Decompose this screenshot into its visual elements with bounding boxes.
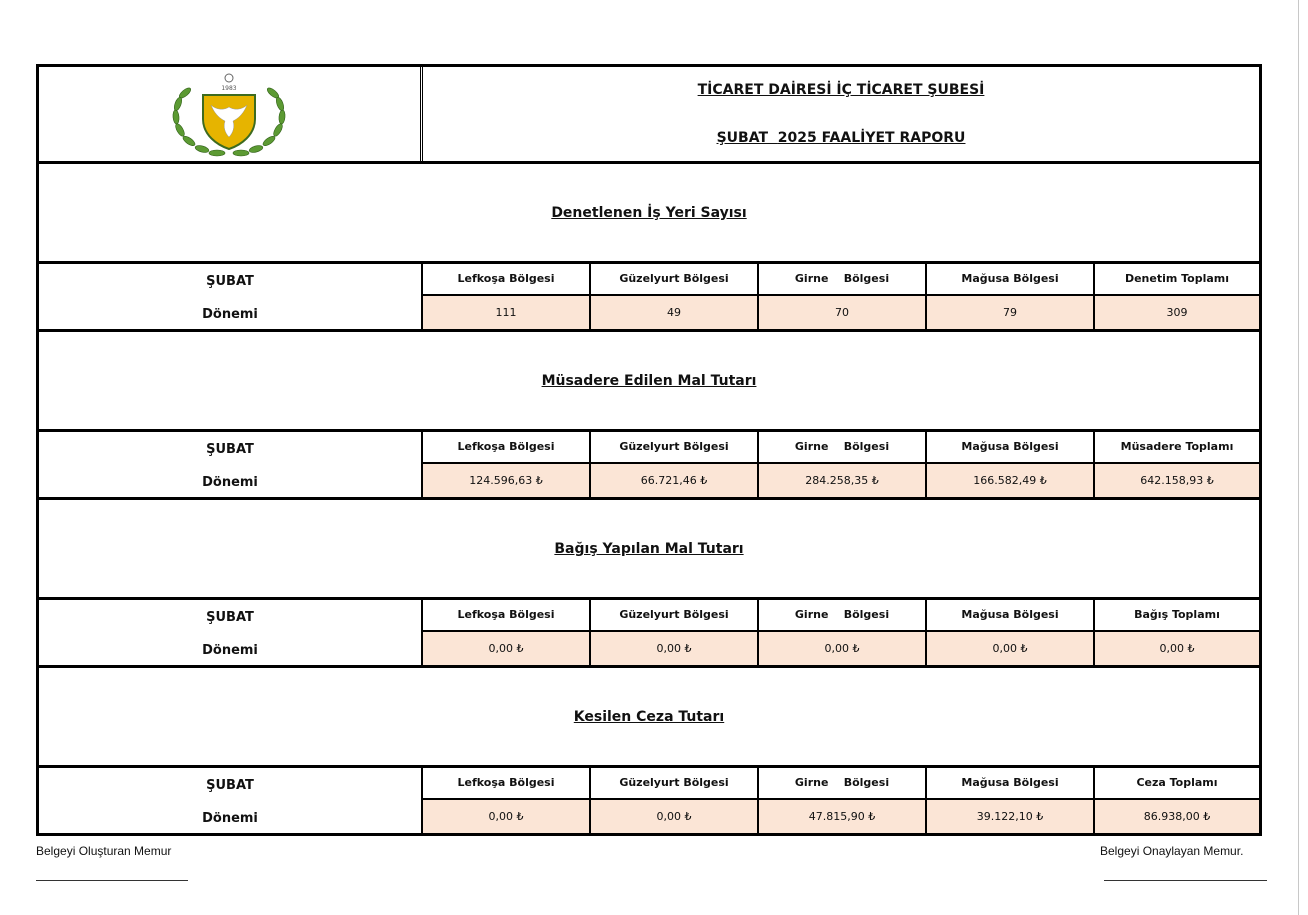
column-lefkosa (423, 600, 591, 665)
column-header: Müsadere Toplamı (1095, 432, 1259, 464)
column-guzelyurt (591, 432, 759, 497)
emblem-year: 1983 (221, 85, 237, 92)
period-cell (39, 768, 423, 833)
column-magusa (927, 768, 1095, 833)
value-cell: 47.815,90 ₺ (759, 800, 925, 833)
period-label: Dönemi (202, 307, 258, 322)
value-cell: 309 (1095, 296, 1259, 329)
data-table (39, 600, 1259, 668)
column-header: Güzelyurt Bölgesi (591, 264, 757, 296)
column-header: Lefkoşa Bölgesi (423, 768, 589, 800)
section-title: Bağış Yapılan Mal Tutarı (554, 541, 744, 557)
value-cell: 79 (927, 296, 1093, 329)
column-header: Mağusa Bölgesi (927, 600, 1093, 632)
column-total (1095, 432, 1259, 497)
column-header: Güzelyurt Bölgesi (591, 432, 757, 464)
department-title: TİCARET DAİRESİ İÇ TİCARET ŞUBESİ (697, 82, 985, 98)
data-table (39, 264, 1259, 332)
column-total (1095, 768, 1259, 833)
value-cell: 70 (759, 296, 925, 329)
period-label: Dönemi (202, 643, 258, 658)
column-lefkosa (423, 432, 591, 497)
column-total (1095, 264, 1259, 329)
section-title-row (39, 332, 1259, 432)
report-month: ŞUBAT (716, 130, 768, 146)
column-header: Mağusa Bölgesi (927, 768, 1093, 800)
emblem-icon (167, 71, 291, 157)
value-cell: 66.721,46 ₺ (591, 464, 757, 497)
value-cell: 0,00 ₺ (423, 800, 589, 833)
column-lefkosa (423, 264, 591, 329)
section-confiscated-goods (39, 332, 1259, 500)
report-year-title: 2025 FAALİYET RAPORU (777, 130, 966, 146)
section-title-row (39, 668, 1259, 768)
column-header: Lefkoşa Bölgesi (423, 264, 589, 296)
period-month: ŞUBAT (206, 442, 254, 457)
report-header (39, 67, 1259, 164)
period-month: ŞUBAT (206, 610, 254, 625)
value-cell: 0,00 ₺ (591, 632, 757, 665)
section-title: Müsadere Edilen Mal Tutarı (541, 373, 757, 389)
section-title-row (39, 164, 1259, 264)
value-cell: 39.122,10 ₺ (927, 800, 1093, 833)
section-fines-issued (39, 668, 1259, 836)
column-header: Mağusa Bölgesi (927, 264, 1093, 296)
report-table (36, 64, 1262, 836)
column-header: Girne Bölgesi (759, 264, 925, 296)
value-cell: 0,00 ₺ (423, 632, 589, 665)
column-header: Girne Bölgesi (759, 768, 925, 800)
value-cell: 284.258,35 ₺ (759, 464, 925, 497)
column-guzelyurt (591, 600, 759, 665)
column-header: Bağış Toplamı (1095, 600, 1259, 632)
period-cell (39, 264, 423, 329)
page-edge (1298, 0, 1308, 915)
column-header: Lefkoşa Bölgesi (423, 600, 589, 632)
section-title-row (39, 500, 1259, 600)
section-title: Kesilen Ceza Tutarı (573, 709, 725, 725)
value-cell: 642.158,93 ₺ (1095, 464, 1259, 497)
column-header: Güzelyurt Bölgesi (591, 600, 757, 632)
period-month: ŞUBAT (206, 274, 254, 289)
column-girne (759, 432, 927, 497)
column-lefkosa (423, 768, 591, 833)
column-girne (759, 600, 927, 665)
period-month: ŞUBAT (206, 778, 254, 793)
section-donated-goods (39, 500, 1259, 668)
column-magusa (927, 264, 1095, 329)
value-cell: 0,00 ₺ (591, 800, 757, 833)
column-header: Girne Bölgesi (759, 600, 925, 632)
period-cell (39, 600, 423, 665)
creator-signature-line (36, 880, 188, 881)
column-guzelyurt (591, 264, 759, 329)
logo-cell (39, 67, 423, 161)
column-header: Ceza Toplamı (1095, 768, 1259, 800)
value-cell: 49 (591, 296, 757, 329)
data-table (39, 768, 1259, 836)
column-guzelyurt (591, 768, 759, 833)
section-inspected-workplaces (39, 164, 1259, 332)
approver-signature-label: Belgeyi Onaylayan Memur. (1100, 844, 1244, 858)
column-header: Mağusa Bölgesi (927, 432, 1093, 464)
column-girne (759, 264, 927, 329)
report-title (423, 67, 1259, 161)
approver-signature-line (1104, 880, 1267, 881)
value-cell: 0,00 ₺ (759, 632, 925, 665)
period-label: Dönemi (202, 475, 258, 490)
value-cell: 0,00 ₺ (1095, 632, 1259, 665)
column-girne (759, 768, 927, 833)
column-header: Girne Bölgesi (759, 432, 925, 464)
column-total (1095, 600, 1259, 665)
period-cell (39, 432, 423, 497)
creator-signature-label: Belgeyi Oluşturan Memur (36, 844, 172, 858)
column-magusa (927, 432, 1095, 497)
value-cell: 111 (423, 296, 589, 329)
section-title: Denetlenen İş Yeri Sayısı (551, 205, 747, 221)
value-cell: 166.582,49 ₺ (927, 464, 1093, 497)
value-cell: 86.938,00 ₺ (1095, 800, 1259, 833)
data-table (39, 432, 1259, 500)
report-period-title (423, 130, 1259, 146)
period-label: Dönemi (202, 811, 258, 826)
value-cell: 124.596,63 ₺ (423, 464, 589, 497)
column-header: Denetim Toplamı (1095, 264, 1259, 296)
value-cell: 0,00 ₺ (927, 632, 1093, 665)
column-header: Lefkoşa Bölgesi (423, 432, 589, 464)
column-magusa (927, 600, 1095, 665)
column-header: Güzelyurt Bölgesi (591, 768, 757, 800)
